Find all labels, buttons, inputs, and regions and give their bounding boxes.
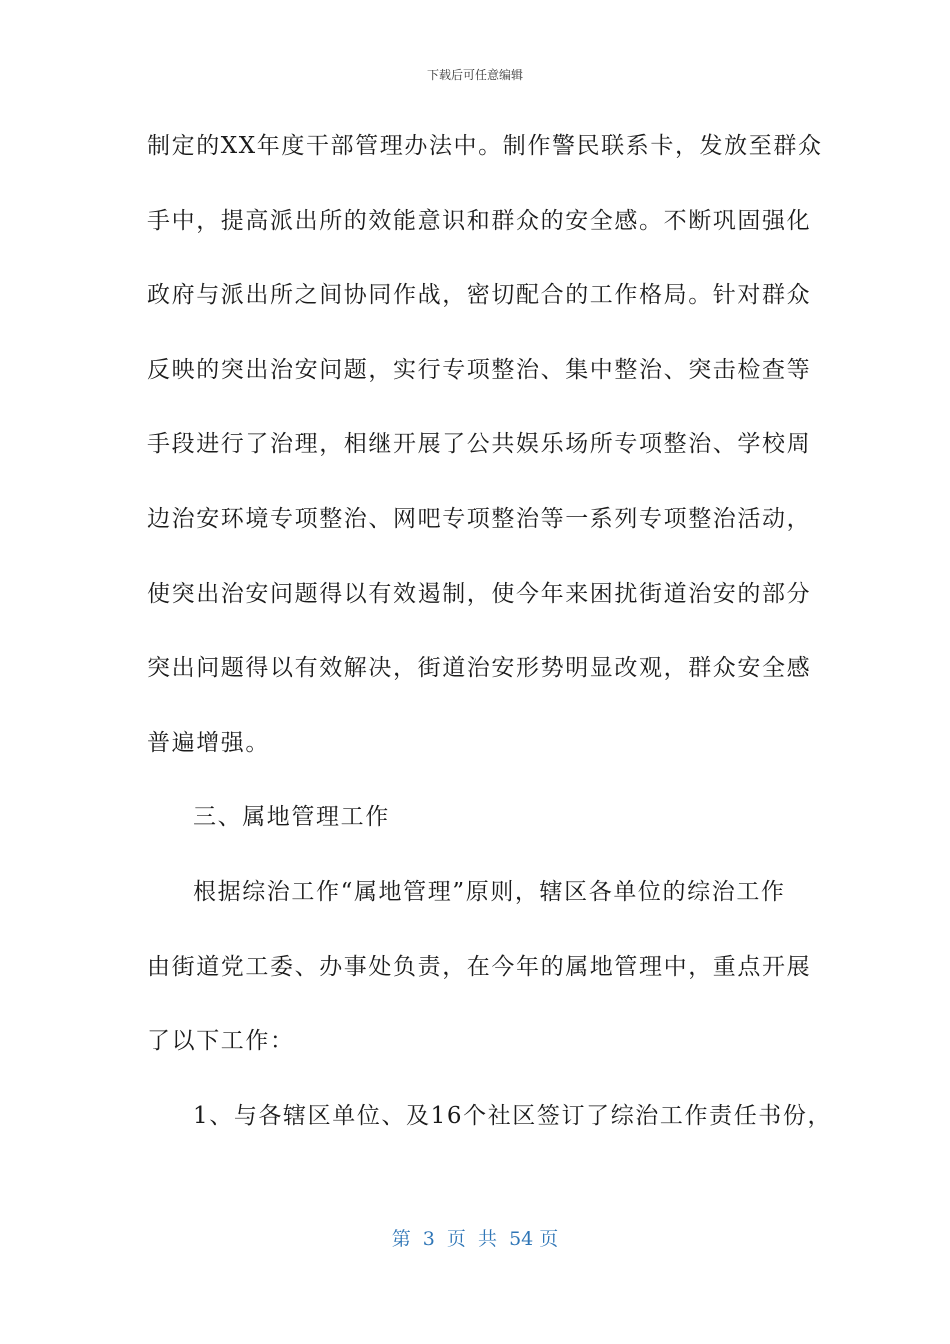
document-body <box>147 124 833 1168</box>
body-line: 由街道党工委、办事处负责，在今年的属地管理中，重点开展 <box>147 953 812 980</box>
body-line: 普遍增强。 <box>147 729 270 756</box>
body-line: 手中，提高派出所的效能意识和群众的安全感。不断巩固强化 <box>147 207 812 234</box>
body-line: 根据综治工作“属地管理”原则，辖区各单位的综治工作 <box>193 878 786 905</box>
body-line: 了以下工作： <box>147 1028 295 1055</box>
body-line: 制定的XX年度干部管理办法中。制作警民联系卡，发放至群众 <box>147 133 823 159</box>
page-number-footer: 第 3 页 共 54 页 <box>391 1228 559 1250</box>
body-line: 使突出治安问题得以有效遏制，使今年来困扰街道治安的部分 <box>147 580 812 607</box>
body-line: 反映的突出治安问题，实行专项整治、集中整治、突击检查等 <box>147 356 812 383</box>
body-line: 突出问题得以有效解决，街道治安形势明显改观，群众安全感 <box>147 655 812 682</box>
body-line: 边治安环境专项整治、网吧专项整治等一系列专项整治活动， <box>147 505 812 532</box>
page-header: 下载后可任意编辑 <box>426 68 523 82</box>
body-line: 手段进行了治理，相继开展了公共娱乐场所专项整治、学校周 <box>147 431 812 458</box>
body-line: 1、与各辖区单位、及16个社区签订了综治工作责任书份， <box>193 1102 833 1129</box>
section-heading: 三、属地管理工作 <box>193 804 390 831</box>
body-line: 政府与派出所之间协同作战，密切配合的工作格局。针对群众 <box>147 282 812 309</box>
